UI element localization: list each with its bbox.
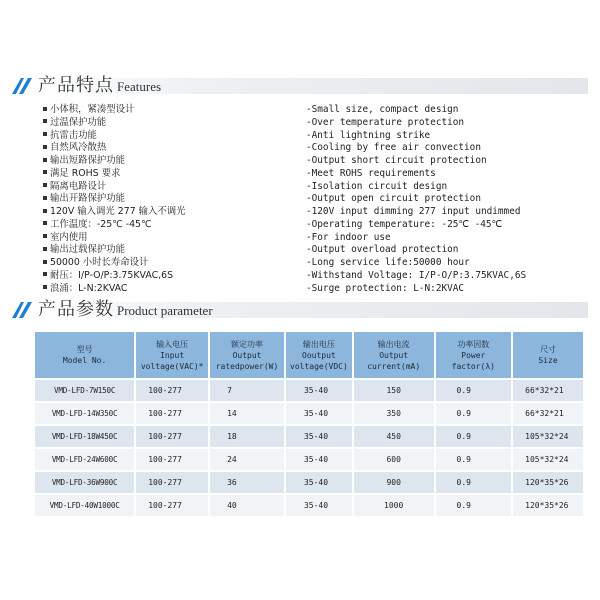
feature-en-item: -Output short circuit protection bbox=[306, 155, 487, 166]
feature-cn-item bbox=[43, 130, 186, 143]
feature-cn-text: 输出过载保护功能 bbox=[50, 244, 126, 256]
square-bullet-icon bbox=[43, 272, 47, 276]
square-bullet-icon bbox=[43, 260, 47, 264]
cell-current: 150 bbox=[353, 379, 435, 402]
column-header bbox=[135, 331, 209, 379]
feature-cn-text: 工作温度：-25℃ -45℃ bbox=[50, 218, 152, 230]
feature-cn-text: 输出开路保护功能 bbox=[50, 193, 126, 205]
cell-input: 100-277 bbox=[135, 402, 209, 425]
column-header bbox=[209, 331, 285, 379]
table-row bbox=[34, 448, 584, 471]
cell-current: 1000 bbox=[353, 494, 435, 517]
cell-voltage: 35-40 bbox=[285, 402, 353, 425]
column-header-cn: 输出电压 bbox=[302, 339, 335, 349]
feature-cn-text: 抗雷击功能 bbox=[50, 129, 97, 141]
square-bullet-icon bbox=[43, 170, 47, 174]
column-header-cn: 输入电压 bbox=[156, 339, 189, 349]
params-title-cn: 产品参数 bbox=[38, 299, 114, 320]
features-title-en: Features bbox=[117, 79, 162, 94]
cell-size: 120*35*26 bbox=[512, 494, 584, 517]
cell-model: VMD-LFD-24W600C bbox=[34, 448, 135, 471]
column-header-cn: 功率因数 bbox=[457, 339, 490, 349]
table-body bbox=[34, 379, 584, 517]
feature-en-item: -Anti lightning strike bbox=[306, 129, 431, 141]
cell-pf: 0.9 bbox=[435, 402, 513, 425]
square-bullet-icon bbox=[43, 119, 47, 123]
feature-cn-item bbox=[43, 193, 186, 206]
feature-cn-item bbox=[43, 117, 186, 130]
column-header-en1: Output bbox=[232, 350, 262, 360]
feature-cn-text: 浪涌：L-N:2KVAC bbox=[50, 282, 128, 294]
feature-cn-text: 耐压：I/P-O/P:3.75KVAC,6S bbox=[50, 269, 174, 281]
cell-model: VMD-LFD-18W450C bbox=[34, 425, 135, 448]
features-title-cn: 产品特点 bbox=[38, 75, 114, 96]
cell-power: 24 bbox=[209, 448, 285, 471]
feature-en-item: -Output overload protection bbox=[306, 244, 459, 256]
feature-cn-text: 50000 小时长寿命设计 bbox=[50, 257, 149, 268]
blue-arrow-mark-icon bbox=[12, 300, 34, 320]
table-row bbox=[34, 471, 584, 494]
square-bullet-icon bbox=[43, 132, 47, 136]
feature-cn-text: 室内使用 bbox=[50, 231, 88, 243]
column-header-en1: Ooutput bbox=[302, 350, 336, 360]
feature-cn-text: 自然风冷散热 bbox=[50, 142, 107, 154]
cell-size: 66*32*21 bbox=[512, 402, 584, 425]
column-header bbox=[353, 331, 435, 379]
cell-pf: 0.9 bbox=[435, 425, 513, 448]
column-header-en2: current(mA) bbox=[367, 361, 421, 371]
column-header-cn: 输出电流 bbox=[377, 339, 410, 349]
square-bullet-icon bbox=[43, 209, 47, 213]
feature-cn-item bbox=[43, 206, 186, 219]
column-header bbox=[512, 331, 584, 379]
feature-en-item: -Withstand Voltage: I/P-O/P:3.75KVAC,6S bbox=[306, 269, 527, 281]
features-list-cn bbox=[43, 104, 186, 295]
square-bullet-icon bbox=[43, 221, 47, 225]
cell-power: 36 bbox=[209, 471, 285, 494]
feature-cn-item bbox=[43, 181, 186, 194]
cell-pf: 0.9 bbox=[435, 471, 513, 494]
cell-voltage: 35-40 bbox=[285, 471, 353, 494]
cell-current: 600 bbox=[353, 448, 435, 471]
square-bullet-icon bbox=[43, 158, 47, 162]
feature-cn-text: 满足 ROHS 要求 bbox=[50, 167, 121, 179]
table-row bbox=[34, 425, 584, 448]
cell-current: 900 bbox=[353, 471, 435, 494]
cell-model: VMD-LFD-14W350C bbox=[34, 402, 135, 425]
blue-arrow-mark-icon bbox=[12, 76, 34, 96]
column-header-cn: 型号 bbox=[76, 345, 93, 354]
column-header-en1: Model No. bbox=[62, 356, 107, 365]
cell-voltage: 35-40 bbox=[285, 494, 353, 517]
feature-en-item: -Output open circuit protection bbox=[306, 193, 481, 205]
params-title bbox=[38, 296, 213, 325]
cell-size: 105*32*24 bbox=[512, 448, 584, 471]
feature-cn-text: 输出短路保护功能 bbox=[50, 155, 126, 166]
feature-cn-item bbox=[43, 270, 186, 283]
cell-size: 105*32*24 bbox=[512, 425, 584, 448]
feature-cn-text: 过温保护功能 bbox=[50, 116, 107, 128]
cell-voltage: 35-40 bbox=[285, 425, 353, 448]
feature-en-item: -Small size, compact design bbox=[306, 104, 459, 115]
cell-voltage: 35-40 bbox=[285, 379, 353, 402]
cell-size: 66*32*21 bbox=[512, 379, 584, 402]
feature-en-item: -Operating temperature: -25℃ -45℃ bbox=[306, 218, 503, 230]
feature-cn-item bbox=[43, 155, 186, 168]
feature-cn-item bbox=[43, 244, 186, 257]
cell-model: VMD-LFD-7W150C bbox=[34, 379, 135, 402]
feature-en-item: -Meet ROHS requirements bbox=[306, 167, 436, 179]
cell-input: 100-277 bbox=[135, 425, 209, 448]
column-header-cn: 尺寸 bbox=[540, 345, 557, 354]
params-title-en: Product parameter bbox=[117, 303, 213, 318]
cell-input: 100-277 bbox=[135, 448, 209, 471]
cell-voltage: 35-40 bbox=[285, 448, 353, 471]
feature-en-item: -Cooling by free air convection bbox=[306, 142, 481, 154]
column-header bbox=[435, 331, 513, 379]
cell-pf: 0.9 bbox=[435, 494, 513, 517]
column-header-en2: voltage(VAC)* bbox=[140, 361, 204, 371]
column-header-en1: Input bbox=[160, 350, 185, 360]
square-bullet-icon bbox=[43, 285, 47, 289]
cell-power: 7 bbox=[209, 379, 285, 402]
feature-cn-text: 120V 输入调光 277 输入不调光 bbox=[50, 206, 186, 217]
table-row bbox=[34, 494, 584, 517]
feature-cn-item bbox=[43, 232, 186, 245]
table-header-row bbox=[34, 331, 584, 379]
feature-cn-item bbox=[43, 283, 186, 296]
feature-cn-item bbox=[43, 219, 186, 232]
feature-cn-item bbox=[43, 257, 186, 270]
feature-cn-item bbox=[43, 104, 186, 117]
cell-model: VMD-LFD-40W1000C bbox=[34, 494, 135, 517]
column-header bbox=[285, 331, 353, 379]
square-bullet-icon bbox=[43, 183, 47, 187]
column-header-en1: Output bbox=[379, 350, 409, 360]
cell-power: 14 bbox=[209, 402, 285, 425]
column-header bbox=[34, 331, 135, 379]
feature-cn-item bbox=[43, 168, 186, 181]
cell-input: 100-277 bbox=[135, 379, 209, 402]
cell-current: 350 bbox=[353, 402, 435, 425]
table-row bbox=[34, 402, 584, 425]
square-bullet-icon bbox=[43, 107, 47, 111]
square-bullet-icon bbox=[43, 247, 47, 251]
feature-en-item: -120V input dimming 277 input undimmed bbox=[306, 206, 521, 217]
cell-power: 40 bbox=[209, 494, 285, 517]
feature-en-item: -Isolation circuit design bbox=[306, 180, 448, 192]
product-parameter-table bbox=[33, 330, 585, 518]
feature-en-item: -Long service life:50000 hour bbox=[306, 257, 470, 268]
feature-en-item: -Surge protection: L-N:2KVAC bbox=[306, 282, 465, 294]
features-title bbox=[38, 72, 161, 101]
cell-power: 18 bbox=[209, 425, 285, 448]
feature-cn-item bbox=[43, 142, 186, 155]
square-bullet-icon bbox=[43, 234, 47, 238]
cell-current: 450 bbox=[353, 425, 435, 448]
features-list-en bbox=[306, 104, 526, 295]
column-header-cn: 额定功率 bbox=[231, 339, 264, 349]
feature-en-item: -Over temperature protection bbox=[306, 116, 465, 128]
square-bullet-icon bbox=[43, 145, 47, 149]
feature-en-item: -For indoor use bbox=[306, 231, 391, 243]
feature-cn-text: 小体积，紧凑型设计 bbox=[50, 104, 135, 115]
cell-pf: 0.9 bbox=[435, 448, 513, 471]
column-header-en1: Size bbox=[538, 356, 558, 365]
params-header bbox=[12, 296, 588, 326]
square-bullet-icon bbox=[43, 196, 47, 200]
column-header-en2: voltage(VDC) bbox=[290, 361, 348, 371]
cell-model: VMD-LFD-36W900C bbox=[34, 471, 135, 494]
features-header bbox=[12, 72, 588, 102]
cell-pf: 0.9 bbox=[435, 379, 513, 402]
cell-input: 100-277 bbox=[135, 471, 209, 494]
feature-cn-text: 隔离电路设计 bbox=[50, 180, 107, 192]
column-header-en2: factor(λ) bbox=[451, 361, 495, 371]
column-header-en2: ratedpower(W) bbox=[215, 361, 279, 371]
column-header-en1: Power bbox=[461, 350, 486, 360]
cell-input: 100-277 bbox=[135, 494, 209, 517]
table-row bbox=[34, 379, 584, 402]
cell-size: 120*35*26 bbox=[512, 471, 584, 494]
